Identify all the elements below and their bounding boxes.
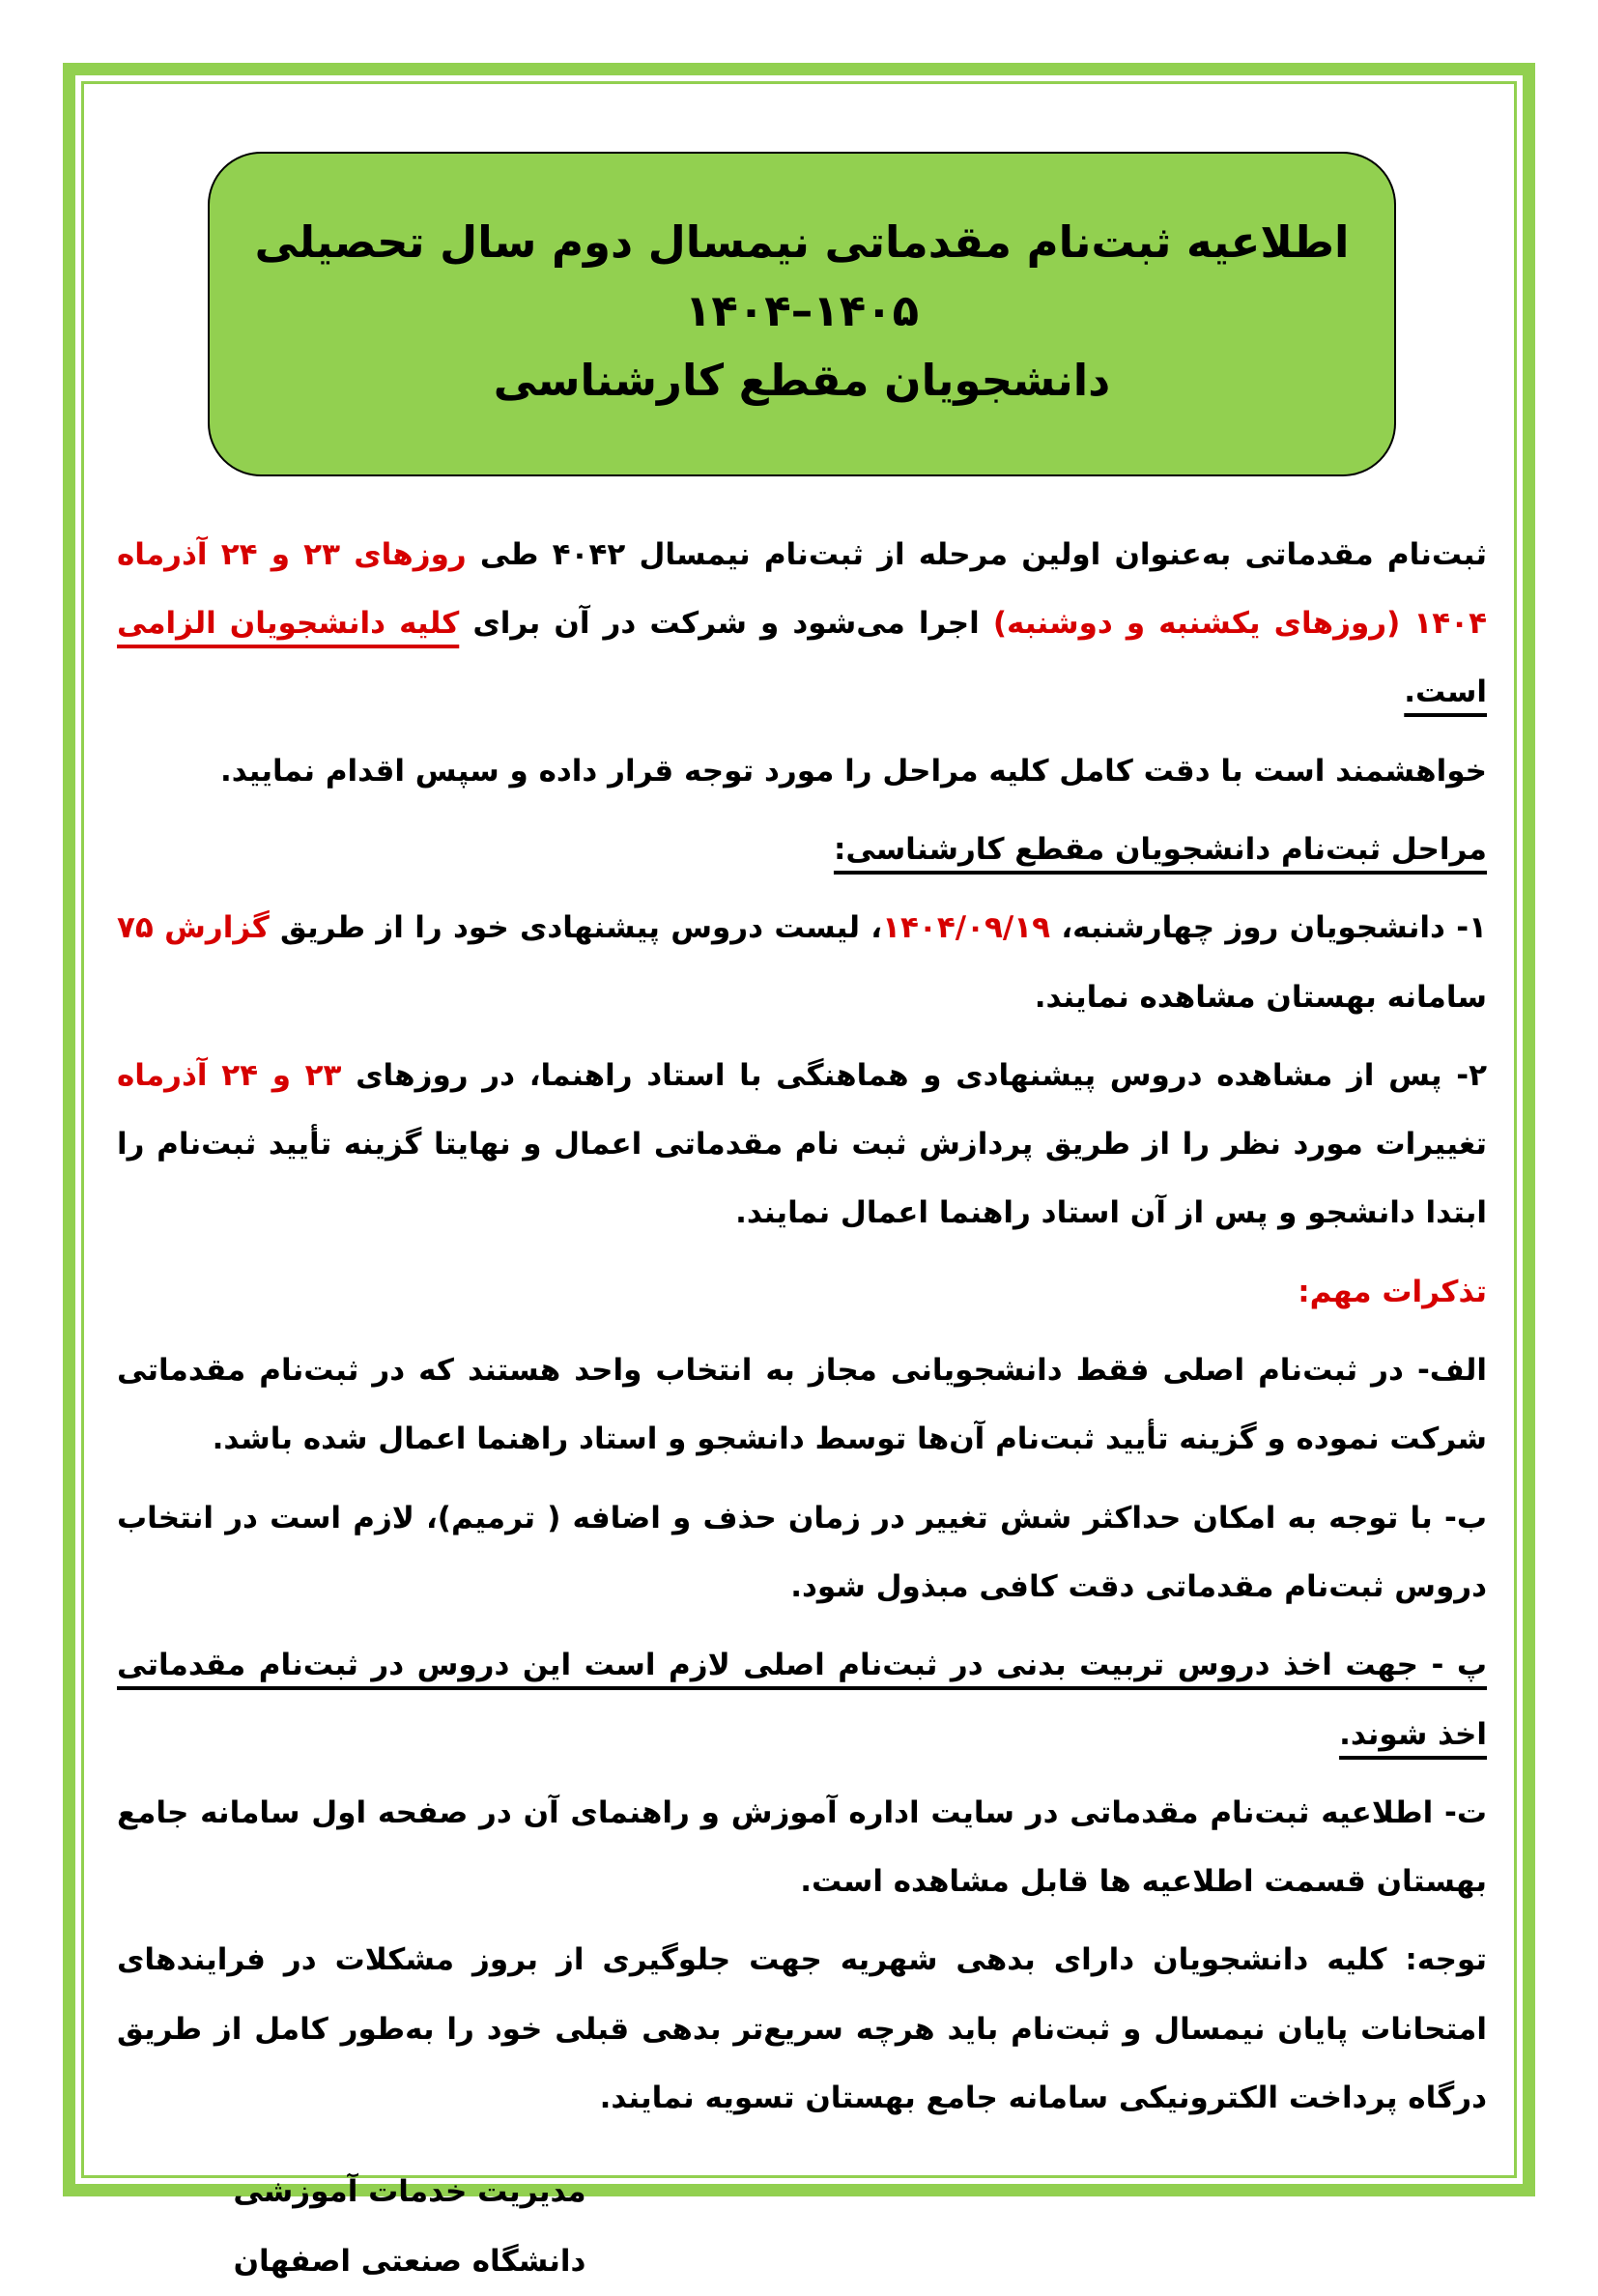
note-pe: پ - جهت اخذ دروس تربیت بدنی در ثبت‌نام اصلی لازم است این دروس در ثبت‌نام مقدماتی اخذ شوند. <box>117 1648 1487 1752</box>
text-segment: روزهای ۲۳ و ۲۴ آذرماه ۱۴۰۴ (روزهای یکشنبه و دوشنبه) <box>117 536 1487 642</box>
steps-heading-text: مراحل ثبت‌نام دانشجویان مقطع کارشناسی: <box>833 831 1487 867</box>
request-paragraph: خواهشمند است با دقت کامل کلیه مراحل را مورد توجه قرار داده و سپس اقدام نمایید. <box>219 753 1487 789</box>
note-be: ب- با توجه به امکان حداکثر شش تغییر در زمان حذف و اضافه ( ترمیم)، لازم است در انتخاب دروس ثبت‌نام مقدماتی دقت کافی مبذول شود. <box>117 1500 1487 1604</box>
text-segment: سامانه بهستان مشاهده نمایند. <box>1034 979 1487 1015</box>
text-segment: ۱- دانشجویان روز چهارشنبه، <box>1050 910 1487 946</box>
step-2-item <box>117 1042 1487 1248</box>
text-segment: اجرا می‌شود و شرکت در آن برای <box>459 606 993 642</box>
text-segment: ۱۴۰۴/۰۹/۱۹ <box>882 910 1051 946</box>
page-content <box>84 84 1514 2279</box>
text-segment: تغییرات مورد نظر را از طریق پردازش ثبت نام مقدماتی اعمال و نهایتا گزینه تأیید ثبت‌نام را ابتدا دانشجو و پس از آن استاد راهنما اعمال نمایند. <box>117 1127 1487 1231</box>
attention-paragraph: توجه: کلیه دانشجویان دارای بدهی شهریه جهت جلوگیری از بروز مشکلات در فرایندهای امتحانات پایان نیمسال و ثبت‌نام باید هرچه سریع‌تر بدهی قبلی خود را به‌طور کامل از طریق درگاه پرداخت الکترونیکی سامانه جامع بهستان تسویه نمایند. <box>117 1942 1487 2115</box>
text-segment: است. <box>1404 674 1487 710</box>
text-segment: ثبت‌نام مقدماتی به‌عنوان اولین مرحله از ثبت‌نام نیمسال ۴۰۴۲ طی <box>466 536 1487 572</box>
signature-university: دانشگاه صنعتی اصفهان <box>233 2243 586 2279</box>
text-segment: ۲- پس از مشاهده دروس پیشنهادی و هماهنگی با استاد راهنما، در روزهای <box>341 1057 1487 1093</box>
signature-office: مدیریت خدمات آموزشی <box>233 2174 586 2210</box>
note-alef: الف- در ثبت‌نام اصلی فقط دانشجویانی مجاز به انتخاب واحد هستند که در ثبت‌نام مقدماتی شرکت نموده و گزینه تأیید ثبت‌نام آن‌ها توسط دانشجو و استاد راهنما اعمال شده باشد. <box>117 1353 1487 1457</box>
title-academic-year: ۱۴۰۴–۱۴۰۵ <box>684 285 920 337</box>
text-segment: گزارش ۷۵ <box>117 910 270 946</box>
title-line-2: دانشجویان مقطع کارشناسی <box>493 354 1111 406</box>
document-body <box>117 521 1487 2296</box>
steps-heading <box>117 816 1487 884</box>
signature-block <box>183 2158 637 2296</box>
step-1-item <box>117 894 1487 1032</box>
intro-paragraph <box>117 521 1487 728</box>
note-te: ت- اطلاعیه ثبت‌نام مقدماتی در سایت اداره آموزش و راهنمای آن در صفحه اول سامانه جامع بهستان قسمت اطلاعیه ها قابل مشاهده است. <box>117 1794 1487 1900</box>
text-segment: ۲۳ و ۲۴ آذرماه <box>117 1057 342 1093</box>
title-line-1: اطلاعیه ثبت‌نام مقدماتی نیمسال دوم سال تحصیلی <box>254 216 1350 268</box>
text-segment: ، لیست دروس پیشنهادی خود را از طریق <box>269 910 883 946</box>
title-box <box>208 152 1396 476</box>
text-segment: کلیه دانشجویان الزامی <box>117 606 460 642</box>
notes-heading: تذکرات مهم: <box>1298 1274 1487 1309</box>
